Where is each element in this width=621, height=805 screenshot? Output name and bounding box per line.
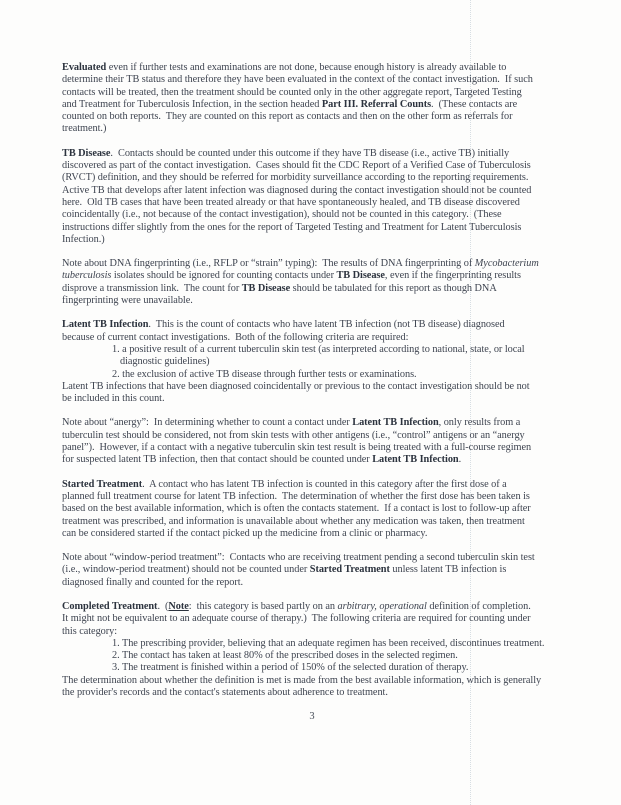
text-run: . Contacts should be counted under this outcome if they have TB disease (i.e., active TB) initially [110, 147, 510, 159]
paragraph [62, 601, 592, 699]
text-run: for suspected latent TB infection, then that contact should be counted under [62, 454, 373, 466]
text-line [62, 369, 592, 381]
text-line [62, 528, 592, 540]
text-line [62, 552, 592, 564]
text-line [62, 111, 592, 123]
text-run: Latent TB Infection [372, 454, 459, 466]
text-run: arbitrary, operational [337, 600, 427, 612]
page-number: 3 [309, 711, 315, 722]
text-run: unless latent TB infection is [389, 564, 507, 576]
text-run: TB Disease [62, 147, 111, 159]
text-line [62, 650, 592, 662]
text-line [62, 516, 592, 528]
text-line [62, 491, 592, 503]
text-run: isolates should be ignored for counting contacts under [111, 270, 337, 282]
text-line [62, 332, 592, 344]
text-line [62, 295, 592, 307]
text-run: . This is the count of contacts who have latent TB infection (not TB disease) diagnosed [148, 319, 505, 331]
paragraph [62, 148, 592, 246]
text-line [62, 160, 592, 172]
text-line [62, 99, 592, 111]
text-run: Note [168, 600, 189, 612]
text-line [62, 356, 592, 368]
text-run: tuberculin test should be considered, not from skin tests with other antigens (i.e., “control” antigens or an “anergy [62, 429, 525, 441]
text-run: instructions differ slightly from the ones for the report of Targeted Testing and Treatment for Latent Tuberculosis [62, 221, 522, 233]
text-line [62, 344, 592, 356]
text-line [62, 687, 592, 699]
text-line [62, 503, 592, 515]
paragraph [62, 319, 592, 405]
text-run: . ( [157, 600, 169, 612]
text-run: 1. The prescribing provider, believing that an adequate regimen has been received, discontinues treatment. [112, 637, 545, 649]
text-run: , even if the fingerprinting results [384, 270, 521, 282]
paragraph [62, 552, 592, 589]
text-run: 2. the exclusion of active TB disease through further tests or examinations. [112, 368, 417, 380]
text-line [62, 442, 592, 454]
text-run: because of current contact investigations. Both of the following criteria are required: [62, 331, 409, 343]
paragraph [62, 258, 592, 307]
text-run: diagnostic guidelines) [120, 356, 210, 368]
text-run: definition of completion. [426, 600, 531, 612]
text-run: Started Treatment [309, 564, 390, 576]
text-line [62, 430, 592, 442]
text-run: 3. The treatment is finished within a period of 150% of the selected duration of therapy. [112, 662, 469, 674]
document-text [62, 62, 592, 711]
text-run: planned full treatment course for latent TB infection. The determination of whether the first dose has been taken is [62, 490, 530, 502]
text-run: Latent TB infections that have been diagnosed coincidentally or previous to the contact investigation should be not [62, 380, 530, 392]
text-run: be included in this count. [62, 393, 165, 405]
text-run: . (These contacts are [431, 98, 518, 110]
text-run: counted on both reports. They are counted on this report as contacts and then on the other form as referrals for [62, 111, 513, 123]
text-line [62, 234, 592, 246]
text-run: and Treatment for Tuberculosis Infection, in the section headed [62, 98, 322, 110]
text-line [62, 185, 592, 197]
text-run: treatment.) [62, 123, 107, 135]
text-line [62, 209, 592, 221]
text-run: fingerprinting were unavailable. [62, 295, 193, 307]
text-run: , only results from a [438, 417, 521, 429]
text-run: can be considered started if the contact picked up the medicine from a clinic or pharmacy. [62, 527, 428, 539]
text-run: Part III. Referral Counts [321, 98, 432, 110]
text-line [62, 601, 592, 613]
text-line [62, 417, 592, 429]
text-line [62, 613, 592, 625]
text-line [62, 62, 592, 74]
text-run: Note about “window-period treatment”: Contacts who are receiving treatment pending a second tuberculin skin test [62, 552, 535, 564]
text-run: Infection.) [62, 233, 105, 245]
text-line [62, 258, 592, 270]
text-run: tuberculosis [62, 270, 112, 282]
text-run: Note about DNA fingerprinting (i.e., RFLP or “strain” typing): The results of DNA fingerprinting of [62, 258, 475, 270]
text-run: TB Disease [336, 270, 385, 282]
text-run: (i.e., window-period treatment) should not be counted under [62, 564, 310, 576]
text-line [62, 626, 592, 638]
text-run: contacts will be treated, then the treatment should be counted only in the other aggregate report, Targeted Testing [62, 86, 522, 98]
text-run: TB Disease [241, 282, 291, 294]
text-run: Latent TB Infection [352, 417, 439, 429]
text-run: It might not be equivalent to an adequate course of therapy.) The following criteria are required for counting under [62, 613, 531, 625]
text-run: 1. a positive result of a current tuberculin skin test (as interpreted according to national, state, or local [112, 343, 525, 355]
text-run: panel”). However, if a contact with a negative tuberculin skin test result is being treated with a full-course regimen [62, 442, 532, 454]
text-run: should be tabulated for this report as though DNA [290, 282, 497, 294]
text-line [62, 222, 592, 234]
text-run: (RVCT) definition, and they should be referred for morbidity surveillance according to the reporting requirements. [62, 172, 529, 184]
text-line [62, 74, 592, 86]
paragraph [62, 417, 592, 466]
text-line [62, 638, 592, 650]
text-line [62, 577, 592, 589]
text-run: determine their TB status and therefore they have been evaluated in the context of the contact investigation. If such [62, 74, 533, 86]
text-line [62, 381, 592, 393]
text-run: Started Treatment [62, 478, 143, 490]
text-line [62, 197, 592, 209]
text-run: . [458, 454, 462, 466]
text-line [62, 564, 592, 576]
text-run: : this category is based partly on an [188, 600, 338, 612]
text-run: 2. The contact has taken at least 80% of the prescribed doses in the selected regimen. [112, 650, 458, 662]
text-line [62, 454, 592, 466]
text-run: The determination about whether the definition is met is made from the best available information, which is generally [62, 674, 542, 686]
text-run: treatment was prescribed, and information is unavailable about whether any medication was taken, then treatment [62, 515, 525, 527]
text-run: the provider's records and the contact's statements about adherence to treatment. [62, 687, 388, 699]
text-line [62, 393, 592, 405]
text-line [62, 319, 592, 331]
text-line [62, 172, 592, 184]
text-run: this category: [62, 625, 118, 637]
text-run: . A contact who has latent TB infection is counted in this category after the first dose of a [142, 478, 507, 490]
text-run: Evaluated [62, 62, 107, 73]
text-run: discovered as part of the contact investigation. Cases should fit the CDC Report of a Verified Case of Tuberculosis [62, 160, 531, 172]
text-line [62, 87, 592, 99]
text-line [62, 148, 592, 160]
text-run: coincidentally (i.e., not because of the contact investigation), should not be counted in this category. (These [62, 209, 502, 221]
text-run: Note about “anergy”: In determining whether to count a contact under [62, 417, 353, 429]
text-run: based on the best available information, which is often the contacts statement. If a contact is lost to follow-up after [62, 503, 531, 515]
text-run: even if further tests and examinations are not done, because enough history is already available to [106, 62, 507, 73]
text-run: diagnosed finally and counted for the report. [62, 576, 244, 588]
text-line [62, 283, 592, 295]
text-line [62, 675, 592, 687]
text-run: Mycobacterium [474, 258, 539, 270]
text-run: Latent TB Infection [62, 319, 149, 331]
text-line [62, 123, 592, 135]
text-line [62, 479, 592, 491]
text-run: here. Old TB cases that have been treated already or that have spontaneously healed, and TB disease discovered [62, 196, 520, 208]
paragraph [62, 479, 592, 540]
text-run: disprove a transmission link. The count for [62, 282, 242, 294]
text-run: Active TB that develops after latent infection was diagnosed during the contact investigation should not be counted [62, 184, 532, 196]
text-line [62, 270, 592, 282]
text-line [62, 662, 592, 674]
text-run: Completed Treatment [62, 600, 158, 612]
paragraph [62, 62, 592, 136]
